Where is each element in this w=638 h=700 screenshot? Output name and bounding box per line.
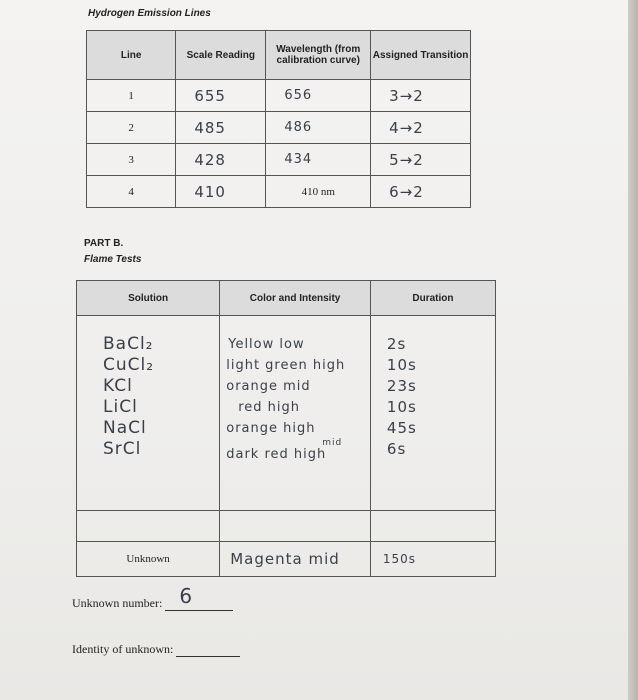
header-duration: Duration — [370, 281, 495, 316]
duration-entry: 10s — [386, 398, 417, 416]
line-number: 3 — [87, 144, 176, 176]
hydrogen-lines-table — [86, 30, 471, 208]
page-edge — [628, 0, 638, 700]
unknown-number-line — [72, 584, 233, 611]
color-entry: red high — [238, 400, 301, 415]
color-entry: light green high — [226, 358, 346, 373]
unknown-duration: 150s — [370, 542, 495, 577]
duration-entry: 45s — [386, 419, 417, 437]
identity-label: Identity of unknown: — [72, 642, 174, 656]
blank-cell — [370, 511, 495, 542]
unknown-number-label: Unknown number: — [72, 596, 163, 610]
flame-tests-table — [76, 280, 496, 577]
color-entry: Yellow low — [228, 337, 305, 352]
header-wavelength: Wavelength (from calibration curve) — [266, 31, 371, 80]
blank-cell — [77, 511, 220, 542]
scale-reading: 410 — [176, 176, 266, 208]
assigned-transition: 6→2 — [371, 176, 471, 208]
line-number: 2 — [87, 112, 176, 144]
solution-entry: KCl — [103, 376, 133, 396]
header-solution: Solution — [77, 281, 220, 316]
wavelength-value: 486 — [266, 112, 371, 144]
header-assigned-transition: Assigned Transition — [371, 31, 471, 80]
durations-cell — [370, 316, 495, 511]
duration-entry: 23s — [386, 377, 417, 395]
wavelength-value: 656 — [266, 80, 371, 112]
solution-entry: BaCl₂ — [103, 334, 154, 354]
solutions-cell — [77, 316, 220, 511]
solution-entry: LiCl — [103, 397, 138, 417]
scale-reading: 428 — [176, 144, 266, 176]
color-entry: mid — [322, 438, 343, 448]
blank-cell — [220, 511, 371, 542]
part-b-subtitle: Flame Tests — [84, 254, 142, 265]
colors-cell — [220, 316, 371, 511]
assigned-transition: 3→2 — [371, 80, 471, 112]
identity-field — [176, 644, 240, 657]
solution-entry: CuCl₂ — [103, 355, 155, 375]
solution-entry: NaCl — [103, 418, 147, 438]
unknown-number-value: 6 — [179, 584, 194, 608]
color-entry: orange mid — [226, 379, 311, 394]
duration-entry: 6s — [386, 440, 407, 458]
unknown-solution: Unknown — [77, 542, 220, 577]
assigned-transition: 5→2 — [371, 144, 471, 176]
scale-reading: 655 — [176, 80, 266, 112]
part-b-label: PART B. — [84, 238, 124, 249]
identity-line — [72, 642, 240, 657]
wavelength-value: 434 — [266, 144, 371, 176]
line-number: 1 — [87, 80, 176, 112]
header-color-intensity: Color and Intensity — [220, 281, 371, 316]
line-number: 4 — [87, 176, 176, 208]
header-line: Line — [87, 31, 176, 80]
duration-entry: 10s — [386, 356, 417, 374]
page-title: Hydrogen Emission Lines — [88, 8, 211, 19]
wavelength-value: 410 nm — [266, 176, 371, 208]
unknown-number-field — [165, 584, 233, 611]
color-entry: dark red high — [226, 447, 327, 462]
scale-reading: 485 — [176, 112, 266, 144]
unknown-color: Magenta mid — [220, 542, 371, 577]
assigned-transition: 4→2 — [371, 112, 471, 144]
color-entry: orange high — [226, 421, 316, 436]
header-scale-reading: Scale Reading — [176, 31, 266, 80]
solution-entry: SrCl — [103, 439, 142, 459]
duration-entry: 2s — [386, 335, 407, 353]
part-b-heading — [84, 236, 141, 268]
